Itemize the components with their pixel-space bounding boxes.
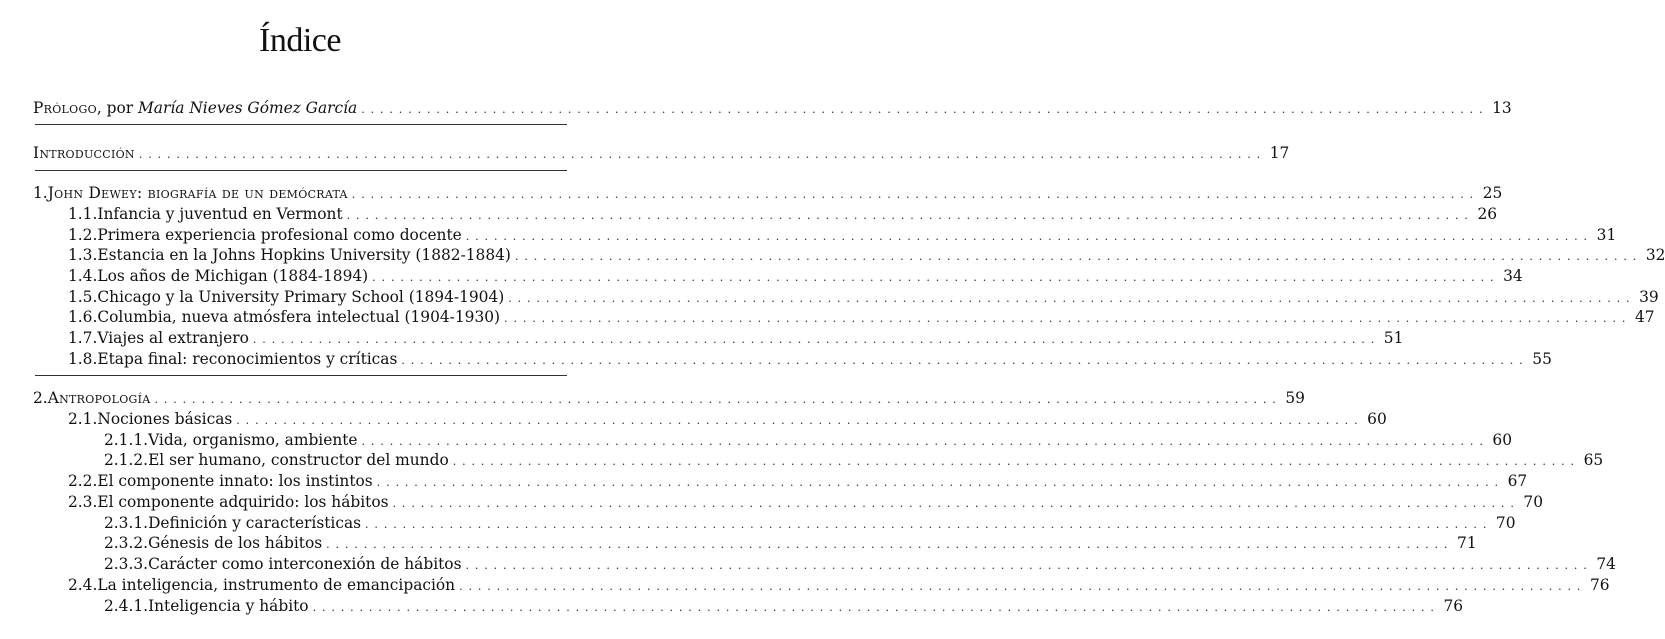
toc-entry-title bbox=[97, 225, 461, 245]
toc-page-number: 17 bbox=[1269, 144, 1290, 162]
toc-entry-number: 2.1.1. bbox=[104, 431, 149, 449]
toc-entry[interactable] bbox=[33, 388, 1305, 408]
toc-page-number: 67 bbox=[1507, 472, 1528, 490]
dot-leader: . . . . . . . . . . . . . . . . . . . . . . . . . . . . . . . . . . . . . . . . . . . . . . . . . . . . . . . . . . . . . . . . . . . . . . . . . . . . . . . . . . . . . . . . . . . . . . . . . . . . . . . . . . . . . . . . . . . . . . . . bbox=[376, 476, 1500, 489]
dot-leader: . . . . . . . . . . . . . . . . . . . . . . . . . . . . . . . . . . . . . . . . . . . . . . . . . . . . . . . . . . . . . . . . . . . . . . . . . . . . . . . . . . . . . . . . . . . . . . . . . . . . . . . . . . . . . . . . . . . . . . . . bbox=[508, 292, 1631, 305]
section-divider bbox=[35, 124, 567, 125]
toc-entry-title bbox=[148, 513, 361, 533]
toc-entry-title bbox=[97, 575, 455, 595]
toc-entry[interactable] bbox=[68, 409, 1387, 429]
toc-entry-text: Infancia y juventud en Vermont bbox=[97, 205, 343, 223]
toc-entry-title bbox=[97, 204, 342, 224]
toc-entry-title bbox=[97, 492, 388, 512]
toc-entry-title bbox=[97, 245, 511, 265]
toc-page-number: 55 bbox=[1532, 350, 1552, 368]
toc-entry-number: 2.3.2. bbox=[104, 534, 149, 552]
dot-leader: . . . . . . . . . . . . . . . . . . . . . . . . . . . . . . . . . . . . . . . . . . . . . . . . . . . . . . . . . . . . . . . . . . . . . . . . . . . . . . . . . . . . . . . . . . . . . . . . . . . . . . . . . . . . . . . . . . . . . . . . bbox=[465, 559, 1588, 572]
toc-page-number: 71 bbox=[1457, 534, 1477, 552]
toc-entry-text: , por bbox=[96, 99, 139, 117]
toc-entry-text: Génesis de los hábitos bbox=[148, 534, 323, 552]
toc-entry[interactable] bbox=[68, 575, 1610, 595]
toc-entry[interactable] bbox=[104, 430, 1513, 450]
toc-entry-heading: Antropología bbox=[47, 389, 151, 407]
toc-entry-number: 2.3. bbox=[68, 493, 98, 511]
toc-entry-text: La inteligencia, instrumento de emancipación bbox=[97, 576, 456, 594]
toc-entry[interactable] bbox=[68, 225, 1617, 245]
section-divider bbox=[35, 170, 567, 171]
toc-entry[interactable] bbox=[68, 204, 1498, 224]
toc-entry-text: Chicago y la University Primary School (1894-1904) bbox=[97, 288, 505, 306]
toc-entry-title bbox=[97, 409, 232, 429]
dot-leader: . . . . . . . . . . . . . . . . . . . . . . . . . . . . . . . . . . . . . . . . . . . . . . . . . . . . . . . . . . . . . . . . . . . . . . . . . . . . . . . . . . . . . . . . . . . . . . . . . . . . . . . . . . . . . . . . . . . . . . . . bbox=[372, 271, 1495, 284]
toc-entry-text: Estancia en la Johns Hopkins University (1882-1884) bbox=[97, 246, 511, 264]
dot-leader: . . . . . . . . . . . . . . . . . . . . . . . . . . . . . . . . . . . . . . . . . . . . . . . . . . . . . . . . . . . . . . . . . . . . . . . . . . . . . . . . . . . . . . . . . . . . . . . . . . . . . . . . . . . . . . . . . . . . . . . . bbox=[465, 230, 1589, 243]
dot-leader: . . . . . . . . . . . . . . . . . . . . . . . . . . . . . . . . . . . . . . . . . . . . . . . . . . . . . . . . . . . . . . . . . . . . . . . . . . . . . . . . . . . . . . . . . . . . . . . . . . . . . . . . . . . . . . . . . . . . . . . . bbox=[252, 333, 1376, 346]
toc-page-number: 70 bbox=[1523, 493, 1544, 511]
dot-leader: . . . . . . . . . . . . . . . . . . . . . . . . . . . . . . . . . . . . . . . . . . . . . . . . . . . . . . . . . . . . . . . . . . . . . . . . . . . . . . . . . . . . . . . . . . . . . . . . . . . . . . . . . . . . . . . . . . . . . . . . bbox=[459, 580, 1582, 593]
toc-entry[interactable] bbox=[104, 513, 1516, 533]
toc-entry-number: 2.4. bbox=[68, 576, 98, 594]
toc-entry[interactable] bbox=[68, 349, 1552, 369]
toc-entry-title bbox=[97, 307, 500, 327]
toc-entry-number: 1.5. bbox=[68, 288, 98, 306]
dot-leader: . . . . . . . . . . . . . . . . . . . . . . . . . . . . . . . . . . . . . . . . . . . . . . . . . . . . . . . . . . . . . . . . . . . . . . . . . . . . . . . . . . . . . . . . . . . . . . . . . . . . . . . . . . . . . . . . . . . . . . . . bbox=[361, 103, 1484, 116]
toc-page-number: 76 bbox=[1443, 597, 1464, 615]
toc-entry-text: El componente adquirido: los hábitos bbox=[97, 493, 389, 511]
toc-entry-title bbox=[33, 143, 135, 163]
toc-entry-number: 2. bbox=[33, 389, 48, 407]
toc-entry-title bbox=[97, 349, 397, 369]
toc-entry-text: Etapa final: reconocimientos y críticas bbox=[97, 350, 398, 368]
toc-entry[interactable] bbox=[104, 554, 1616, 574]
toc-entry-number: 1.7. bbox=[68, 329, 98, 347]
toc-page-number: 65 bbox=[1583, 451, 1604, 469]
toc-entry-heading: Introducción bbox=[33, 144, 135, 162]
toc-entry[interactable] bbox=[68, 266, 1523, 286]
toc-page-number: 60 bbox=[1367, 410, 1387, 428]
toc-page-number: 39 bbox=[1639, 288, 1659, 306]
toc-entry[interactable] bbox=[33, 183, 1503, 203]
toc-entry-title bbox=[97, 471, 372, 491]
section-divider bbox=[35, 375, 567, 376]
page-title: Índice bbox=[259, 22, 341, 59]
toc-page-number: 26 bbox=[1477, 205, 1498, 223]
toc-page-number: 32 bbox=[1645, 246, 1665, 264]
toc-entry-title bbox=[148, 533, 322, 553]
dot-leader: . . . . . . . . . . . . . . . . . . . . . . . . . . . . . . . . . . . . . . . . . . . . . . . . . . . . . . . . . . . . . . . . . . . . . . . . . . . . . . . . . . . . . . . . . . . . . . . . . . . . . . . . . . . . . . . . . . . . . . . . bbox=[365, 518, 1488, 531]
toc-entry-text: Inteligencia y hábito bbox=[148, 597, 309, 615]
toc-entry-text: Definición y características bbox=[148, 514, 362, 532]
dot-leader: . . . . . . . . . . . . . . . . . . . . . . . . . . . . . . . . . . . . . . . . . . . . . . . . . . . . . . . . . . . . . . . . . . . . . . . . . . . . . . . . . . . . . . . . . . . . . . . . . . . . . . . . . . . . . . . . . . . . . . . . bbox=[312, 601, 1436, 614]
toc-entry-text: Nociones básicas bbox=[97, 410, 233, 428]
toc-entry-title bbox=[97, 287, 504, 307]
toc-entry-heading: John Dewey: biografía de un demócrata bbox=[47, 184, 348, 202]
toc-entry-number: 2.3.1. bbox=[104, 514, 149, 532]
toc-entry-number: 2.2. bbox=[68, 472, 98, 490]
toc-page-number: 51 bbox=[1383, 329, 1404, 347]
toc-page-number: 70 bbox=[1495, 514, 1516, 532]
dot-leader: . . . . . . . . . . . . . . . . . . . . . . . . . . . . . . . . . . . . . . . . . . . . . . . . . . . . . . . . . . . . . . . . . . . . . . . . . . . . . . . . . . . . . . . . . . . . . . . . . . . . . . . . . . . . . . . . . . . . . . . . bbox=[392, 497, 1516, 510]
toc-entry[interactable] bbox=[68, 307, 1655, 327]
toc-entry-title bbox=[148, 450, 449, 470]
toc-entry-title bbox=[97, 266, 368, 286]
toc-entry-number: 2.4.1. bbox=[104, 597, 149, 615]
dot-leader: . . . . . . . . . . . . . . . . . . . . . . . . . . . . . . . . . . . . . . . . . . . . . . . . . . . . . . . . . . . . . . . . . . . . . . . . . . . . . . . . . . . . . . . . . . . . . . . . . . . . . . . . . . . . . . . . . . . . . . . . bbox=[361, 435, 1485, 448]
dot-leader: . . . . . . . . . . . . . . . . . . . . . . . . . . . . . . . . . . . . . . . . . . . . . . . . . . . . . . . . . . . . . . . . . . . . . . . . . . . . . . . . . . . . . . . . . . . . . . . . . . . . . . . . . . . . . . . . . . . . . . . . bbox=[326, 538, 1449, 551]
dot-leader: . . . . . . . . . . . . . . . . . . . . . . . . . . . . . . . . . . . . . . . . . . . . . . . . . . . . . . . . . . . . . . . . . . . . . . . . . . . . . . . . . . . . . . . . . . . . . . . . . . . . . . . . . . . . . . . . . . . . . . . . bbox=[154, 393, 1277, 406]
toc-entry-title bbox=[148, 554, 461, 574]
toc-entry-number: 1.2. bbox=[68, 226, 98, 244]
toc-entry-author: María Nieves Gómez García bbox=[138, 99, 358, 117]
dot-leader: . . . . . . . . . . . . . . . . . . . . . . . . . . . . . . . . . . . . . . . . . . . . . . . . . . . . . . . . . . . . . . . . . . . . . . . . . . . . . . . . . . . . . . . . . . . . . . . . . . . . . . . . . . . . . . . . . . . . . . . . bbox=[138, 148, 1262, 161]
toc-entry-text: Los años de Michigan (1884-1894) bbox=[97, 267, 369, 285]
toc-page-number: 13 bbox=[1492, 99, 1512, 117]
toc-page-number: 60 bbox=[1492, 431, 1513, 449]
toc-entry-title bbox=[148, 430, 357, 450]
toc-page-number: 47 bbox=[1634, 308, 1655, 326]
toc-entry-text: Viajes al extranjero bbox=[97, 329, 249, 347]
toc-entry-title bbox=[33, 98, 357, 118]
toc-entry-number: 1.8. bbox=[68, 350, 98, 368]
toc-entry-number: 1.6. bbox=[68, 308, 98, 326]
toc-entry[interactable] bbox=[68, 287, 1659, 307]
toc-entry-text: El ser humano, constructor del mundo bbox=[148, 451, 449, 469]
toc-entry-text: Columbia, nueva atmósfera intelectual (1904-1930) bbox=[97, 308, 501, 326]
toc-entry[interactable] bbox=[104, 596, 1464, 616]
toc-entry[interactable] bbox=[104, 450, 1604, 470]
toc-entry[interactable] bbox=[33, 143, 1290, 163]
toc-entry[interactable] bbox=[68, 471, 1528, 491]
toc-entry-text: El componente innato: los instintos bbox=[97, 472, 373, 490]
toc-entry-number: 1.3. bbox=[68, 246, 98, 264]
dot-leader: . . . . . . . . . . . . . . . . . . . . . . . . . . . . . . . . . . . . . . . . . . . . . . . . . . . . . . . . . . . . . . . . . . . . . . . . . . . . . . . . . . . . . . . . . . . . . . . . . . . . . . . . . . . . . . . . . . . . . . . . bbox=[401, 354, 1524, 367]
toc-entry[interactable] bbox=[68, 245, 1665, 265]
dot-leader: . . . . . . . . . . . . . . . . . . . . . . . . . . . . . . . . . . . . . . . . . . . . . . . . . . . . . . . . . . . . . . . . . . . . . . . . . . . . . . . . . . . . . . . . . . . . . . . . . . . . . . . . . . . . . . . . . . . . . . . . bbox=[504, 312, 1627, 325]
toc-entry-number: 1.4. bbox=[68, 267, 98, 285]
toc-page-number: 59 bbox=[1285, 389, 1305, 407]
toc-page-number: 74 bbox=[1596, 555, 1616, 573]
toc-entry[interactable] bbox=[68, 492, 1544, 512]
toc-entry-title bbox=[48, 388, 151, 408]
toc-entry-number: 1. bbox=[33, 184, 48, 202]
toc-entry-title bbox=[97, 328, 249, 348]
toc-entry-number: 2.1. bbox=[68, 410, 98, 428]
toc-page-number: 31 bbox=[1596, 226, 1617, 244]
toc-entry-title bbox=[148, 596, 309, 616]
toc-entry-number: 2.3.3. bbox=[104, 555, 149, 573]
toc-entry-text: Primera experiencia profesional como docente bbox=[97, 226, 462, 244]
dot-leader: . . . . . . . . . . . . . . . . . . . . . . . . . . . . . . . . . . . . . . . . . . . . . . . . . . . . . . . . . . . . . . . . . . . . . . . . . . . . . . . . . . . . . . . . . . . . . . . . . . . . . . . . . . . . . . . . . . . . . . . . bbox=[452, 455, 1576, 468]
toc-entry-title bbox=[48, 183, 348, 203]
toc-entry-number: 1.1. bbox=[68, 205, 98, 223]
toc-entry[interactable] bbox=[68, 328, 1404, 348]
toc-entry-heading: Prólogo bbox=[33, 99, 97, 117]
toc-entry-text: Vida, organismo, ambiente bbox=[148, 431, 358, 449]
dot-leader: . . . . . . . . . . . . . . . . . . . . . . . . . . . . . . . . . . . . . . . . . . . . . . . . . . . . . . . . . . . . . . . . . . . . . . . . . . . . . . . . . . . . . . . . . . . . . . . . . . . . . . . . . . . . . . . . . . . . . . . . bbox=[514, 250, 1638, 263]
dot-leader: . . . . . . . . . . . . . . . . . . . . . . . . . . . . . . . . . . . . . . . . . . . . . . . . . . . . . . . . . . . . . . . . . . . . . . . . . . . . . . . . . . . . . . . . . . . . . . . . . . . . . . . . . . . . . . . . . . . . . . . . bbox=[236, 414, 1359, 427]
toc-entry[interactable] bbox=[33, 98, 1512, 118]
dot-leader: . . . . . . . . . . . . . . . . . . . . . . . . . . . . . . . . . . . . . . . . . . . . . . . . . . . . . . . . . . . . . . . . . . . . . . . . . . . . . . . . . . . . . . . . . . . . . . . . . . . . . . . . . . . . . . . . . . . . . . . . bbox=[346, 209, 1470, 222]
toc-entry-text: Carácter como interconexión de hábitos bbox=[148, 555, 462, 573]
toc-page-number: 76 bbox=[1589, 576, 1610, 594]
toc-entry-number: 2.1.2. bbox=[104, 451, 149, 469]
toc-page-number: 25 bbox=[1482, 184, 1503, 202]
toc-entry[interactable] bbox=[104, 533, 1477, 553]
toc-page-number: 34 bbox=[1503, 267, 1523, 285]
dot-leader: . . . . . . . . . . . . . . . . . . . . . . . . . . . . . . . . . . . . . . . . . . . . . . . . . . . . . . . . . . . . . . . . . . . . . . . . . . . . . . . . . . . . . . . . . . . . . . . . . . . . . . . . . . . . . . . . . . . . . . . . bbox=[351, 188, 1475, 201]
